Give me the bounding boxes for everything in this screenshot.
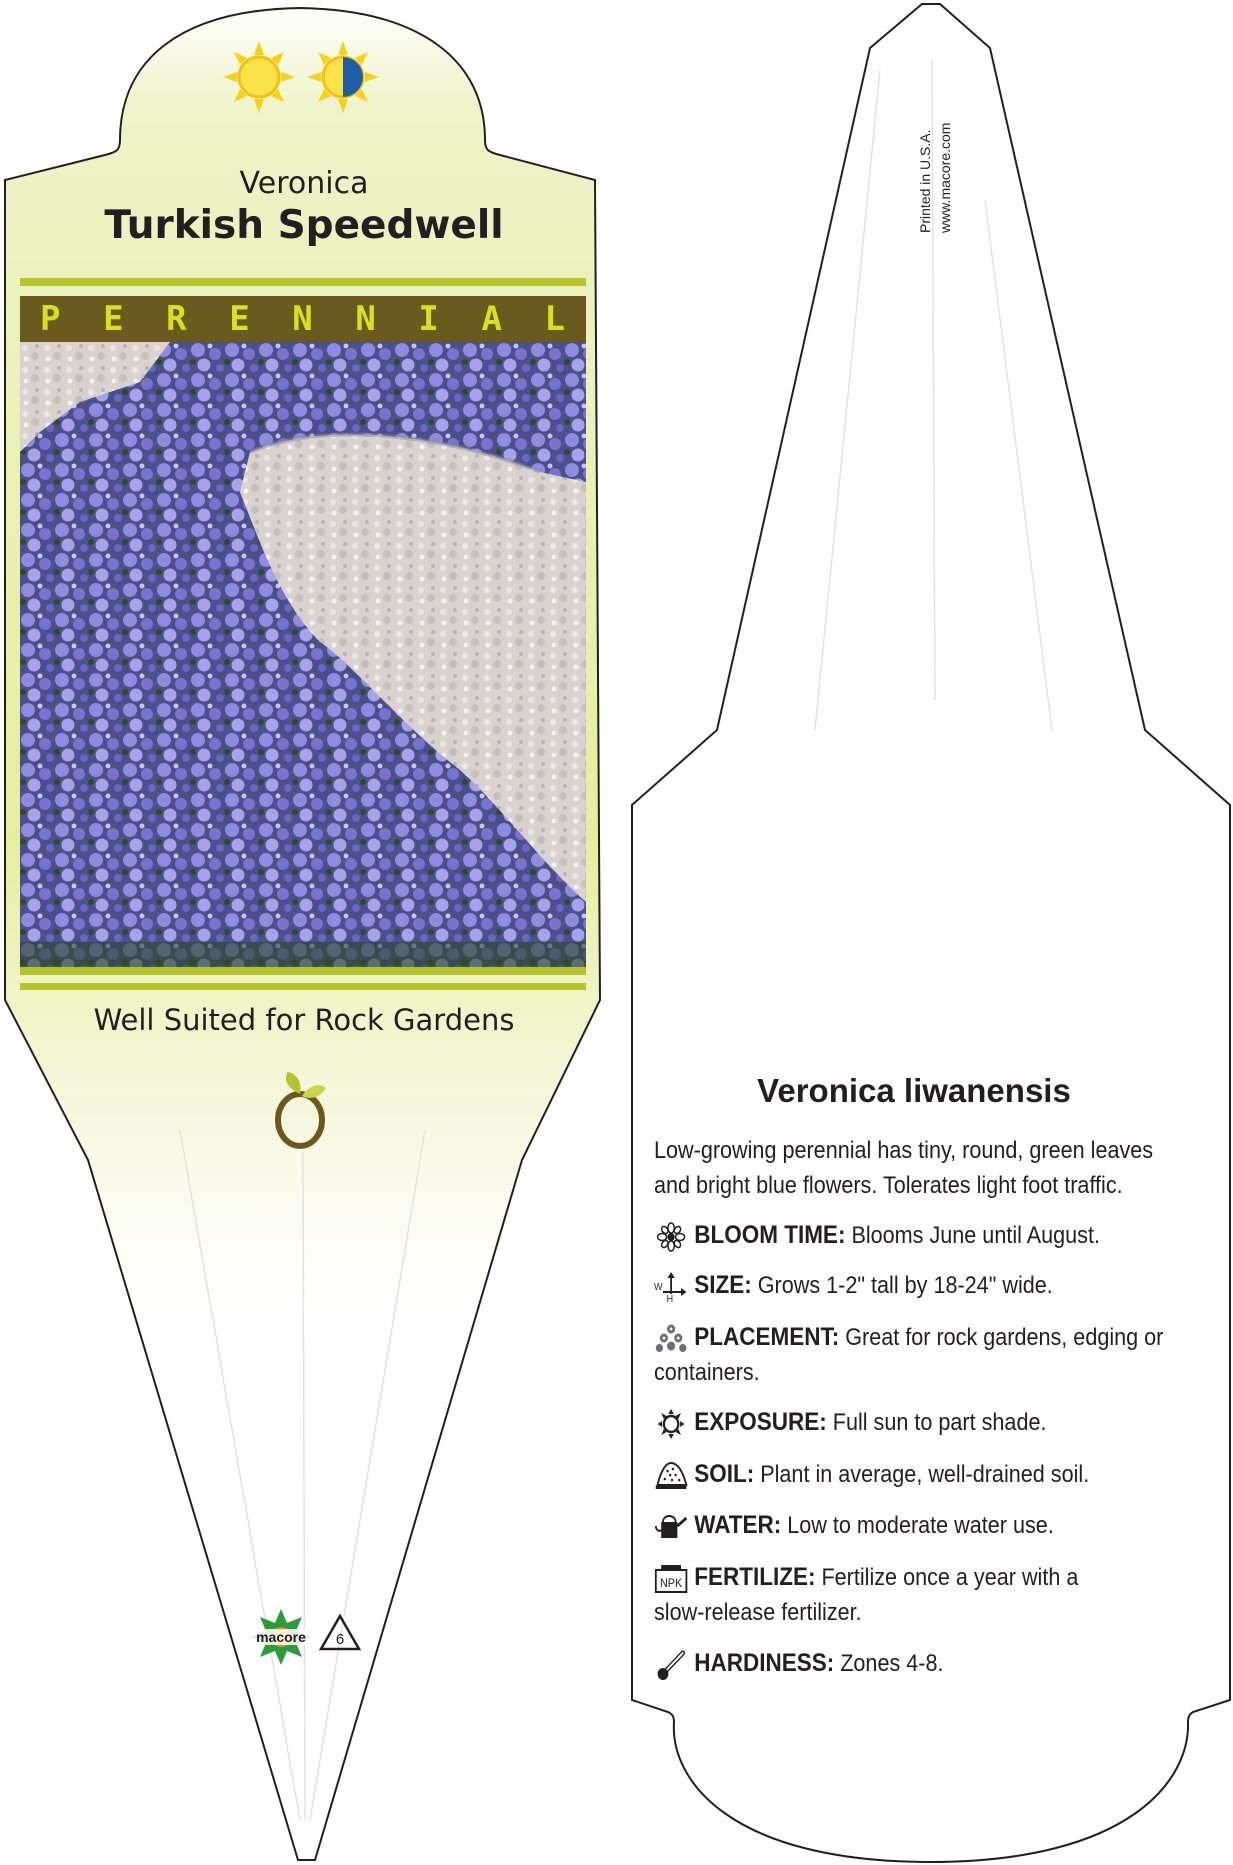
plant-photo — [20, 342, 586, 967]
macore-wordmark: macore — [256, 1629, 306, 1645]
category-letter: R — [166, 299, 188, 339]
botanical-name: Veronica liwanensis — [757, 1072, 1071, 1109]
info-size — [654, 1268, 1194, 1303]
website: www.macore.com — [937, 122, 953, 233]
soil-icon — [654, 1461, 688, 1491]
info-bloom-time — [654, 1218, 1194, 1253]
info-exposure — [654, 1405, 1194, 1440]
size-icon — [654, 1272, 688, 1302]
npk-icon — [654, 1564, 688, 1594]
divider-tagline-top — [20, 983, 586, 990]
divider-photo-bottom — [20, 967, 586, 975]
info-text: Grows 1-2" tall by 18-24" wide. — [757, 1272, 1053, 1299]
info-label: WATER: — [694, 1511, 782, 1539]
watering-can-icon — [654, 1512, 688, 1542]
category-letter: I — [418, 299, 440, 339]
divider-top — [20, 278, 586, 286]
info-text: Blooms June until August. — [851, 1222, 1100, 1249]
info-label: SIZE: — [694, 1271, 752, 1299]
tagline: Well Suited for Rock Gardens — [93, 1003, 515, 1037]
placement-icon — [654, 1324, 688, 1354]
thermometer-icon — [654, 1650, 688, 1680]
npk-label: NPK — [660, 1577, 683, 1590]
description — [654, 1133, 1158, 1203]
category-band — [20, 296, 586, 342]
info-text-continued: slow-release fertilizer. — [654, 1599, 862, 1626]
full-sun-icon — [222, 40, 296, 114]
info-text: Low to moderate water use. — [787, 1512, 1054, 1539]
info-hardiness — [654, 1646, 1194, 1681]
size-w-letter: W — [654, 1281, 663, 1293]
info-water — [654, 1508, 1194, 1543]
recycle-icon — [318, 1613, 362, 1653]
variety-name: Turkish Speedwell — [104, 203, 504, 248]
info-text: Zones 4-8. — [840, 1650, 944, 1677]
printed-info — [915, 95, 955, 245]
info-fertilize — [654, 1560, 1194, 1630]
part-shade-icon — [306, 40, 380, 114]
info-text: Great for rock gardens, edging or — [845, 1324, 1164, 1351]
info-text: Plant in average, well-drained soil. — [760, 1461, 1090, 1488]
category-letter: N — [355, 299, 377, 339]
common-name: Veronica — [239, 166, 369, 201]
size-h-letter: H — [666, 1293, 674, 1302]
info-label: PLACEMENT: — [694, 1323, 840, 1351]
printed-in-usa: Printed in U.S.A. — [917, 129, 933, 233]
macore-logo — [246, 1607, 316, 1669]
flower-icon — [654, 1222, 688, 1252]
info-soil — [654, 1457, 1194, 1492]
info-text-continued: containers. — [654, 1359, 760, 1386]
category-letter: E — [229, 299, 251, 339]
info-label: SOIL: — [694, 1460, 755, 1488]
info-label: BLOOM TIME: — [694, 1221, 846, 1249]
info-label: HARDINESS: — [694, 1649, 835, 1677]
category-letter: P — [40, 299, 62, 339]
recycle-number: 6 — [335, 1631, 345, 1648]
info-text: Fertilize once a year with a — [821, 1564, 1079, 1591]
category-letter: N — [292, 299, 314, 339]
category-letter: A — [481, 299, 503, 339]
info-placement — [654, 1320, 1194, 1390]
info-label: EXPOSURE: — [694, 1408, 827, 1436]
seedling-logo-icon — [270, 1070, 332, 1150]
category-letter: E — [103, 299, 125, 339]
sun-exposure-icon — [654, 1409, 688, 1439]
description-line: Low-growing perennial has tiny, round, green leaves — [654, 1137, 1154, 1164]
info-label: FERTILIZE: — [694, 1563, 816, 1591]
description-line: and bright blue flowers. Tolerates light foot traffic. — [654, 1172, 1123, 1199]
category-letter: L — [544, 299, 566, 339]
info-text: Full sun to part shade. — [832, 1409, 1047, 1436]
